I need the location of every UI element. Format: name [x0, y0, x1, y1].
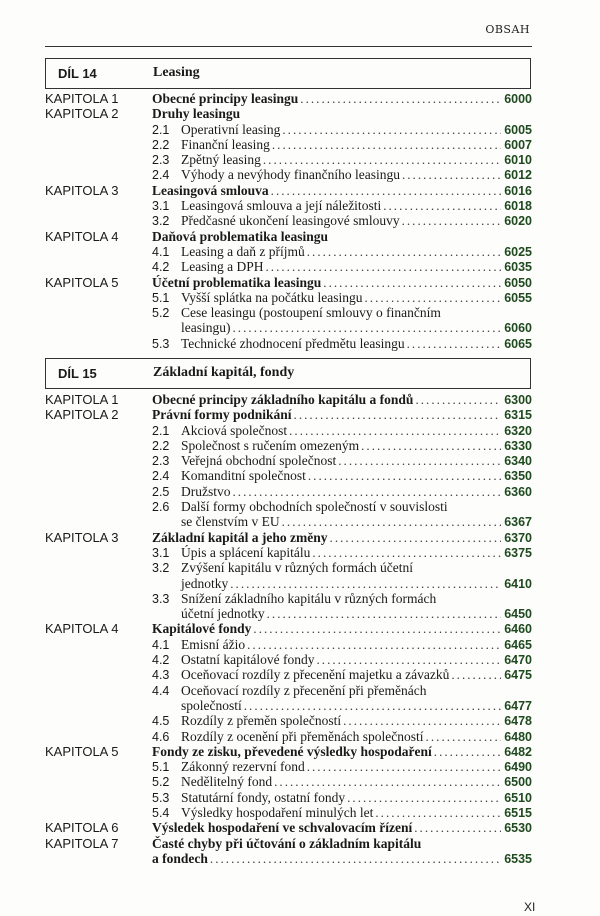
page-reference[interactable]: 6340: [504, 454, 532, 469]
page-reference[interactable]: 6360: [504, 484, 532, 499]
entry-title: Úpis a splácení kapitálu: [181, 544, 311, 560]
page-reference[interactable]: 6515: [504, 806, 532, 821]
dot-leader: [415, 392, 501, 407]
dot-leader: [402, 167, 501, 182]
page-reference[interactable]: 6020: [504, 214, 532, 229]
toc-part-15: [45, 392, 532, 866]
page-reference[interactable]: 6535: [504, 851, 532, 866]
section-number: 3.1: [152, 545, 170, 560]
toc-chapter-row[interactable]: [45, 744, 532, 759]
entry-title: Finanční leasing: [181, 136, 270, 152]
entry-title: Veřejná obchodní společnost: [181, 453, 337, 469]
page-reference[interactable]: 6530: [504, 821, 532, 836]
toc-section-row[interactable]: [45, 545, 532, 560]
toc-section-row[interactable]: [45, 637, 532, 652]
section-number: 4.5: [152, 714, 170, 729]
entry-title: Družstvo: [181, 483, 231, 499]
toc-section-row[interactable]: [45, 606, 532, 621]
entry-title: Základní kapitál a jeho změny: [152, 529, 328, 545]
section-number: 5.2: [152, 775, 170, 790]
section-number: 5.3: [152, 790, 170, 805]
toc-entry: [152, 167, 532, 183]
toc-section-row[interactable]: [45, 336, 532, 351]
dot-leader: [323, 275, 501, 290]
toc-entry: [152, 683, 532, 699]
toc-section-row[interactable]: [45, 259, 532, 274]
page-reference[interactable]: 6018: [504, 199, 532, 214]
section-number: 3.1: [152, 199, 170, 214]
page-reference[interactable]: 6490: [504, 760, 532, 775]
dot-leader: [307, 759, 501, 774]
dot-leader: [407, 336, 502, 351]
dot-leader: [338, 453, 501, 468]
toc-entry: [152, 275, 532, 291]
chapter-label: KAPITOLA 1: [45, 91, 119, 106]
page-reference[interactable]: 6470: [504, 653, 532, 668]
toc-section-row[interactable]: [45, 484, 532, 499]
toc-entry: [152, 213, 532, 229]
dot-leader: [383, 198, 501, 213]
dot-leader: [247, 637, 501, 652]
toc-section-row[interactable]: [45, 683, 532, 698]
entry-title: Časté chyby při účtování o základním kapitálu: [152, 835, 422, 851]
page-reference[interactable]: 6300: [504, 393, 532, 407]
dot-leader: [294, 407, 502, 422]
page-reference[interactable]: 6465: [504, 637, 532, 652]
toc-entry: [152, 805, 532, 821]
entry-title: Daňová problematika leasingu: [152, 228, 329, 244]
part-label: DÍL 15: [58, 366, 97, 381]
toc-entry: [152, 453, 532, 469]
entry-title: Leasingová smlouva a její náležitosti: [181, 198, 382, 214]
section-number: 2.6: [152, 500, 170, 515]
toc-entry: [152, 744, 532, 760]
toc-entry: [152, 336, 532, 352]
chapter-label: KAPITOLA 6: [45, 820, 119, 836]
section-number: 5.2: [152, 306, 170, 321]
toc-chapter-row[interactable]: [45, 621, 532, 636]
dot-leader: [263, 152, 501, 167]
page-reference[interactable]: 6460: [504, 622, 532, 637]
part-box-14: [45, 58, 531, 89]
section-number: 3.3: [152, 591, 170, 606]
entry-title: Druhy leasingu: [152, 106, 241, 122]
page-reference[interactable]: 6320: [504, 423, 532, 438]
entry-title: Technické zhodnocení předmětu leasingu: [181, 335, 405, 351]
dot-leader: [267, 606, 502, 621]
chapter-label: KAPITOLA 2: [45, 106, 119, 122]
page-reference[interactable]: 6010: [504, 153, 532, 168]
section-number: 5.1: [152, 760, 170, 775]
page-header-title: OBSAH: [485, 23, 530, 36]
entry-title: Komanditní společnost: [181, 468, 306, 484]
dot-leader: [426, 729, 502, 744]
dot-leader: [271, 183, 502, 198]
toc-section-row[interactable]: [45, 591, 532, 606]
page-reference[interactable]: 6000: [504, 92, 532, 106]
toc-entry: [152, 259, 532, 275]
dot-leader: [307, 244, 501, 259]
entry-title: Zvýšení kapitálu v různých formách účetní: [181, 560, 414, 576]
section-number: 4.3: [152, 668, 170, 683]
dot-leader: [402, 213, 502, 228]
page-reference[interactable]: 6450: [504, 607, 532, 622]
toc-entry: [152, 438, 532, 454]
toc-entry: [152, 836, 532, 851]
part-label: DÍL 14: [58, 66, 97, 81]
toc-section-row[interactable]: [45, 713, 532, 728]
toc-entry: [152, 545, 532, 561]
dot-leader: [300, 91, 501, 106]
toc-section-row[interactable]: [45, 152, 532, 167]
dot-leader: [210, 851, 501, 866]
entry-title: společností: [181, 697, 242, 713]
toc-chapter-row[interactable]: [45, 106, 532, 121]
entry-title: Snížení základního kapitálu v různých formách: [181, 590, 437, 606]
section-number: 3.2: [152, 561, 170, 576]
page-reference[interactable]: 6367: [504, 515, 532, 530]
toc-section-row[interactable]: [45, 305, 532, 320]
dot-leader: [282, 514, 502, 529]
section-number: 4.6: [152, 729, 170, 744]
toc-chapter-row[interactable]: [45, 392, 532, 407]
toc-entry: [152, 576, 532, 592]
chapter-label: KAPITOLA 4: [45, 621, 119, 637]
page-reference[interactable]: 6500: [504, 775, 532, 790]
toc-entry: [152, 560, 532, 576]
toc-entry: [152, 122, 532, 138]
toc-entry: [152, 244, 532, 260]
page-reference[interactable]: 6025: [504, 244, 532, 259]
entry-title: Společnost s ručením omezeným: [181, 437, 360, 453]
entry-title: Operativní leasing: [181, 121, 281, 137]
dot-leader: [233, 320, 502, 335]
toc-chapter-row[interactable]: [45, 820, 532, 835]
dot-leader: [274, 774, 501, 789]
entry-title: Leasing a DPH: [181, 259, 264, 275]
toc-entry: [152, 698, 532, 714]
toc-entry: [152, 713, 532, 729]
entry-title: Kapitálové fondy: [152, 621, 252, 637]
toc-entry: [152, 637, 532, 653]
toc-entry: [152, 392, 532, 408]
entry-title: Rozdíly z ocenění při přeměnách společností: [181, 728, 424, 744]
toc-entry: [152, 514, 532, 530]
toc-entry: [152, 790, 532, 806]
page-reference[interactable]: 6410: [504, 576, 532, 591]
toc-entry: [152, 499, 532, 515]
entry-title: Další formy obchodních společností v souvislosti: [181, 499, 448, 515]
entry-title: Leasing a daň z příjmů: [181, 243, 305, 259]
toc-entry: [152, 137, 532, 153]
toc-section-row[interactable]: [45, 576, 532, 591]
dot-leader: [282, 122, 501, 137]
page-reference[interactable]: 6475: [504, 668, 532, 683]
section-number: 2.2: [152, 438, 170, 453]
section-number: 2.2: [152, 137, 170, 152]
entry-title: a fondech: [152, 850, 208, 866]
toc-entry: [152, 652, 532, 668]
toc-section-row[interactable]: [45, 729, 532, 744]
dot-leader: [233, 484, 502, 499]
toc-entry: [152, 229, 532, 244]
dot-leader: [272, 137, 501, 152]
section-number: 2.1: [152, 423, 170, 438]
entry-title: Fondy ze zisku, převedené výsledky hospodaření: [152, 743, 432, 759]
dot-leader: [316, 652, 501, 667]
entry-title: Předčasné ukončení leasingové smlouvy: [181, 213, 400, 229]
dot-leader: [434, 744, 501, 759]
part-box-15: [45, 358, 531, 389]
page-reference[interactable]: 6005: [504, 122, 532, 137]
chapter-label: KAPITOLA 2: [45, 407, 119, 423]
entry-title: Cese leasingu (postoupení smlouvy o finančním: [181, 305, 441, 321]
section-number: 4.2: [152, 260, 170, 275]
entry-title: Zákonný rezervní fond: [181, 759, 305, 775]
entry-title: Emisní ážio: [181, 636, 246, 652]
toc-entry: [152, 305, 532, 321]
section-number: 2.4: [152, 168, 170, 183]
toc-section-row[interactable]: [45, 851, 532, 866]
toc-chapter-row[interactable]: [45, 183, 532, 198]
entry-title: Obecné principy základního kapitálu a fondů: [152, 392, 414, 407]
section-number: 2.1: [152, 122, 170, 137]
entry-title: Akciová společnost: [181, 422, 288, 438]
page-reference[interactable]: 6050: [504, 275, 532, 290]
toc-entry: [152, 320, 532, 336]
toc-section-row[interactable]: [45, 560, 532, 575]
entry-title: Zpětný leasing: [181, 152, 261, 168]
dot-leader: [312, 545, 501, 560]
toc-part-14: [45, 91, 532, 351]
dot-leader: [375, 805, 501, 820]
section-number: 5.4: [152, 806, 170, 821]
page-reference[interactable]: 6375: [504, 545, 532, 560]
entry-title: Leasingová smlouva: [152, 182, 269, 198]
dot-leader: [364, 290, 501, 305]
chapter-label: KAPITOLA 1: [45, 392, 119, 407]
toc-section-row[interactable]: [45, 499, 532, 514]
section-number: 5.3: [152, 336, 170, 351]
entry-title: Oceňovací rozdíly z přecenění majetku a závazků: [181, 667, 450, 683]
entry-title: Právní formy podnikání: [152, 407, 292, 423]
toc-chapter-row[interactable]: [45, 530, 532, 545]
toc-section-row[interactable]: [45, 468, 532, 483]
dot-leader: [451, 667, 501, 682]
chapter-label: KAPITOLA 5: [45, 274, 119, 290]
page-number: XI: [524, 900, 536, 914]
section-number: 4.1: [152, 244, 170, 259]
page-reference[interactable]: 6007: [504, 137, 532, 152]
section-number: 4.4: [152, 683, 170, 698]
page-reference[interactable]: 6480: [504, 729, 532, 744]
part-title: Základní kapitál, fondy: [153, 365, 295, 380]
page-reference[interactable]: 6035: [504, 260, 532, 275]
page-reference[interactable]: 6315: [504, 408, 532, 423]
entry-title: leasingu): [181, 320, 231, 336]
toc-entry: [152, 290, 532, 306]
page-reference[interactable]: 6012: [504, 168, 532, 183]
toc-entry: [152, 484, 532, 500]
section-number: 2.4: [152, 469, 170, 484]
dot-leader: [347, 790, 501, 805]
entry-title: se členstvím v EU: [181, 514, 280, 530]
toc-section-row[interactable]: [45, 652, 532, 667]
toc-section-row[interactable]: [45, 698, 532, 713]
entry-title: Vyšší splátka na počátku leasingu: [181, 289, 363, 305]
toc-chapter-row[interactable]: [45, 275, 532, 290]
toc-section-row[interactable]: [45, 320, 532, 335]
page-reference[interactable]: 6330: [504, 438, 532, 453]
part-title: Leasing: [153, 65, 200, 80]
toc-entry: [152, 591, 532, 607]
chapter-label: KAPITOLA 3: [45, 529, 119, 545]
toc-entry: [152, 851, 532, 867]
toc-entry: [152, 152, 532, 168]
toc-entry: [152, 183, 532, 199]
toc-section-row[interactable]: [45, 805, 532, 820]
toc-section-row[interactable]: [45, 137, 532, 152]
dot-leader: [361, 438, 501, 453]
page-reference[interactable]: 6060: [504, 321, 532, 336]
toc-entry: [152, 423, 532, 439]
toc-section-row[interactable]: [45, 423, 532, 438]
page-reference[interactable]: 6510: [504, 790, 532, 805]
section-number: 2.3: [152, 153, 170, 168]
entry-title: Účetní problematika leasingu: [152, 274, 322, 290]
section-number: 3.2: [152, 214, 170, 229]
toc-entry: [152, 468, 532, 484]
toc-chapter-row[interactable]: [45, 229, 532, 244]
chapter-label: KAPITOLA 5: [45, 743, 119, 759]
dot-leader: [253, 621, 501, 636]
toc-section-row[interactable]: [45, 790, 532, 805]
dot-leader: [265, 259, 501, 274]
section-number: 4.2: [152, 653, 170, 668]
dot-leader: [414, 820, 501, 835]
entry-title: Statutární fondy, ostatní fondy: [181, 789, 346, 805]
toc-entry: [152, 774, 532, 790]
entry-title: Oceňovací rozdíly z přecenění při přeměnách: [181, 682, 427, 698]
page-reference[interactable]: 6370: [504, 530, 532, 545]
section-number: 2.5: [152, 484, 170, 499]
page-reference[interactable]: 6055: [504, 290, 532, 305]
entry-title: Obecné principy leasingu: [152, 91, 299, 106]
toc-entry: [152, 91, 532, 107]
toc-chapter-row[interactable]: [45, 836, 532, 851]
toc-entry: [152, 106, 532, 121]
entry-title: Výhody a nevýhody finančního leasingu: [181, 167, 400, 183]
toc-section-row[interactable]: [45, 774, 532, 789]
toc-section-row[interactable]: [45, 122, 532, 137]
toc-section-row[interactable]: [45, 667, 532, 682]
entry-title: Nedělitelný fond: [181, 774, 273, 790]
dot-leader: [289, 423, 501, 438]
toc-section-row[interactable]: [45, 438, 532, 453]
toc-entry: [152, 729, 532, 745]
entry-title: Ostatní kapitálové fondy: [181, 652, 315, 668]
toc-section-row[interactable]: [45, 213, 532, 228]
entry-title: Výsledky hospodaření minulých let: [181, 805, 374, 821]
chapter-label: KAPITOLA 3: [45, 182, 119, 198]
toc-entry: [152, 407, 532, 423]
toc-entry: [152, 621, 532, 637]
toc-section-row[interactable]: [45, 290, 532, 305]
entry-title: jednotky: [181, 575, 229, 591]
chapter-label: KAPITOLA 7: [45, 835, 119, 851]
section-number: 5.1: [152, 290, 170, 305]
page-reference[interactable]: 6478: [504, 714, 532, 729]
page-reference[interactable]: 6482: [504, 744, 532, 759]
toc-entry: [152, 198, 532, 214]
page-reference[interactable]: 6477: [504, 698, 532, 713]
entry-title: účetní jednotky: [181, 606, 265, 622]
section-number: 2.3: [152, 454, 170, 469]
toc-section-row[interactable]: [45, 198, 532, 213]
header-rule: [45, 46, 532, 47]
page-reference[interactable]: 6350: [504, 469, 532, 484]
toc-section-row[interactable]: [45, 759, 532, 774]
toc-entry: [152, 759, 532, 775]
dot-leader: [308, 468, 501, 483]
toc-section-row[interactable]: [45, 514, 532, 529]
section-number: 4.1: [152, 637, 170, 652]
page-reference[interactable]: 6016: [504, 183, 532, 198]
toc-section-row[interactable]: [45, 244, 532, 259]
toc-chapter-row[interactable]: [45, 91, 532, 106]
chapter-label: KAPITOLA 4: [45, 228, 119, 244]
toc-section-row[interactable]: [45, 167, 532, 182]
dot-leader: [230, 576, 501, 591]
toc-chapter-row[interactable]: [45, 407, 532, 422]
dot-leader: [244, 698, 501, 713]
toc-entry: [152, 530, 532, 546]
toc-section-row[interactable]: [45, 453, 532, 468]
dot-leader: [343, 713, 501, 728]
dot-leader: [330, 530, 502, 545]
entry-title: Výsledek hospodaření ve schvalovacím řízení: [152, 820, 413, 836]
toc-entry: [152, 667, 532, 683]
toc-entry: [152, 606, 532, 622]
toc-entry: [152, 820, 532, 836]
entry-title: Rozdíly z přeměn společností: [181, 713, 342, 729]
page-reference[interactable]: 6065: [504, 336, 532, 351]
